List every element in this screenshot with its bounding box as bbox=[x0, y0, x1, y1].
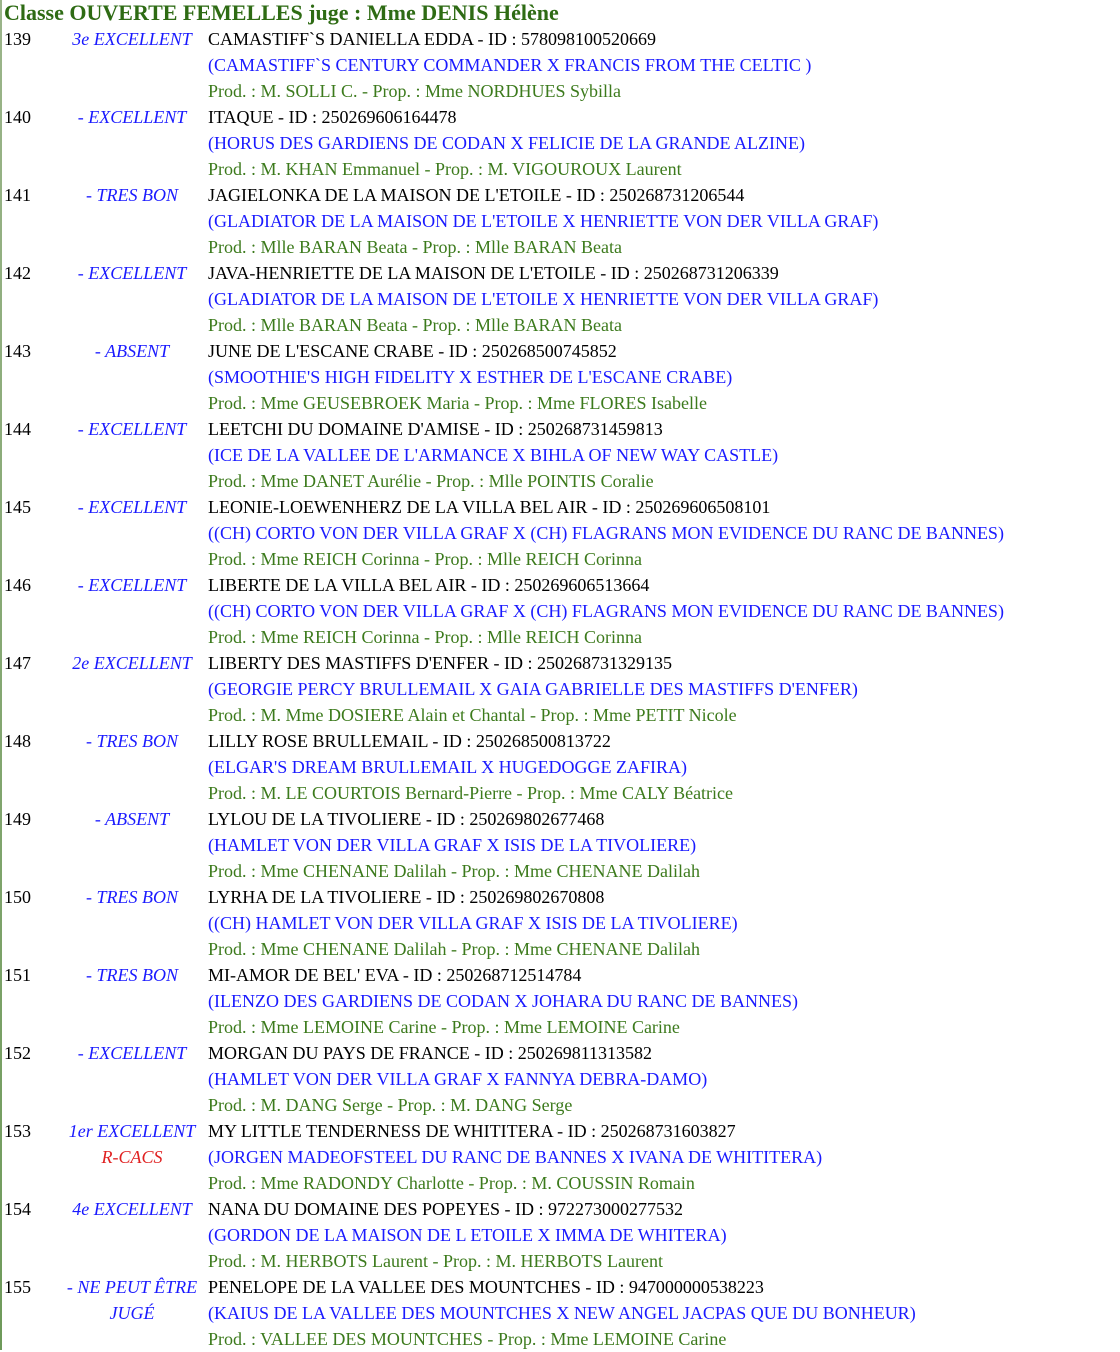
entry-parents: (HORUS DES GARDIENS DE CODAN X FELICIE DE LA GRANDE ALZINE) bbox=[208, 133, 805, 153]
entry-parents: (HAMLET VON DER VILLA GRAF X ISIS DE LA TIVOLIERE) bbox=[208, 835, 697, 855]
entry-grade: 4e EXCELLENT bbox=[72, 1199, 192, 1219]
entry-parents: (CAMASTIFF`S CENTURY COMMANDER X FRANCIS FROM THE CELTIC ) bbox=[208, 55, 812, 75]
entry-owners: Prod. : M. SOLLI C. - Prop. : Mme NORDHUES Sybilla bbox=[208, 81, 622, 101]
entry-owners: Prod. : M. DANG Serge - Prop. : M. DANG Serge bbox=[208, 1095, 573, 1115]
entry-name-id: LYRHA DE LA TIVOLIERE - ID : 250269802670808 bbox=[208, 887, 605, 907]
entry-number: 146 bbox=[4, 575, 31, 595]
entry-name-id: MY LITTLE TENDERNESS DE WHITITERA - ID : 250268731603827 bbox=[208, 1121, 736, 1141]
entry-parents: ((CH) CORTO VON DER VILLA GRAF X (CH) FLAGRANS MON EVIDENCE DU RANC DE BANNES) bbox=[208, 601, 1004, 621]
entry-grade: - TRES BON bbox=[86, 185, 178, 205]
entry-block bbox=[0, 260, 1120, 338]
entry-parents: (GLADIATOR DE LA MAISON DE L'ETOILE X HENRIETTE VON DER VILLA GRAF) bbox=[208, 211, 879, 231]
entry-grade: - ABSENT bbox=[94, 809, 170, 829]
entry-owners: Prod. : VALLEE DES MOUNTCHES - Prop. : Mme LEMOINE Carine bbox=[208, 1329, 727, 1349]
entry-grade: - TRES BON bbox=[86, 965, 178, 985]
entry-grade: - EXCELLENT bbox=[77, 419, 187, 439]
entry-number: 148 bbox=[4, 731, 31, 751]
entry-parents: (SMOOTHIE'S HIGH FIDELITY X ESTHER DE L'ESCANE CRABE) bbox=[208, 367, 733, 387]
entry-grade: - EXCELLENT bbox=[77, 107, 187, 127]
entry-grade: - ABSENT bbox=[94, 341, 170, 361]
entry-block bbox=[0, 806, 1120, 884]
entry-owners: Prod. : Mme CHENANE Dalilah - Prop. : Mme CHENANE Dalilah bbox=[208, 939, 700, 959]
entry-name-id: LIBERTY DES MASTIFFS D'ENFER - ID : 250268731329135 bbox=[208, 653, 673, 673]
entry-block bbox=[0, 728, 1120, 806]
entry-number: 144 bbox=[4, 419, 31, 439]
entry-name-id: JAGIELONKA DE LA MAISON DE L'ETOILE - ID : 250268731206544 bbox=[208, 185, 745, 205]
entry-grade-extra: JUGÉ bbox=[109, 1303, 155, 1323]
entry-number: 150 bbox=[4, 887, 31, 907]
entry-parents: (JORGEN MADEOFSTEEL DU RANC DE BANNES X IVANA DE WHITITERA) bbox=[208, 1147, 823, 1167]
entry-grade: - NE PEUT ÊTRE bbox=[66, 1277, 198, 1297]
entry-owners: Prod. : Mme DANET Aurélie - Prop. : Mlle POINTIS Coralie bbox=[208, 471, 654, 491]
entry-number: 154 bbox=[4, 1199, 31, 1219]
entry-grade: - EXCELLENT bbox=[77, 497, 187, 517]
entry-number: 153 bbox=[4, 1121, 31, 1141]
entry-name-id: JAVA-HENRIETTE DE LA MAISON DE L'ETOILE - ID : 250268731206339 bbox=[208, 263, 779, 283]
entry-parents: (GEORGIE PERCY BRULLEMAIL X GAIA GABRIELLE DES MASTIFFS D'ENFER) bbox=[208, 679, 858, 699]
entry-block bbox=[0, 338, 1120, 416]
entry-name-id: ITAQUE - ID : 250269606164478 bbox=[208, 107, 457, 127]
entry-block bbox=[0, 1118, 1120, 1196]
entry-name-id: PENELOPE DE LA VALLEE DES MOUNTCHES - ID : 947000000538223 bbox=[208, 1277, 764, 1297]
entry-number: 142 bbox=[4, 263, 31, 283]
entry-owners: Prod. : Mme GEUSEBROEK Maria - Prop. : Mme FLORES Isabelle bbox=[208, 393, 707, 413]
entry-owners: Prod. : Mlle BARAN Beata - Prop. : Mlle BARAN Beata bbox=[208, 315, 622, 335]
entry-block bbox=[0, 1274, 1120, 1352]
entry-parents: ((CH) CORTO VON DER VILLA GRAF X (CH) FLAGRANS MON EVIDENCE DU RANC DE BANNES) bbox=[208, 523, 1004, 543]
entry-number: 141 bbox=[4, 185, 31, 205]
entry-parents: (ICE DE LA VALLEE DE L'ARMANCE X BIHLA OF NEW WAY CASTLE) bbox=[208, 445, 779, 465]
entry-grade: 2e EXCELLENT bbox=[72, 653, 192, 673]
entry-number: 139 bbox=[4, 29, 31, 49]
entry-parents: (GORDON DE LA MAISON DE L ETOILE X IMMA DE WHITERA) bbox=[208, 1225, 727, 1245]
entry-number: 149 bbox=[4, 809, 31, 829]
entry-parents: (ILENZO DES GARDIENS DE CODAN X JOHARA DU RANC DE BANNES) bbox=[208, 991, 798, 1011]
entry-block bbox=[0, 1040, 1120, 1118]
entry-name-id: CAMASTIFF`S DANIELLA EDDA - ID : 578098100520669 bbox=[208, 29, 657, 49]
entry-block bbox=[0, 1196, 1120, 1274]
entry-grade: - TRES BON bbox=[86, 731, 178, 751]
entry-name-id: MI-AMOR DE BEL' EVA - ID : 250268712514784 bbox=[208, 965, 582, 985]
entry-block bbox=[0, 494, 1120, 572]
entry-name-id: MORGAN DU PAYS DE FRANCE - ID : 250269811313582 bbox=[208, 1043, 653, 1063]
entry-grade: - EXCELLENT bbox=[77, 1043, 187, 1063]
entry-parents: (KAIUS DE LA VALLEE DES MOUNTCHES X NEW ANGEL JACPAS QUE DU BONHEUR) bbox=[208, 1303, 916, 1323]
entry-block bbox=[0, 962, 1120, 1040]
entry-name-id: LEONIE-LOEWENHERZ DE LA VILLA BEL AIR - ID : 250269606508101 bbox=[208, 497, 771, 517]
entry-block bbox=[0, 182, 1120, 260]
entry-owners: Prod. : Mme REICH Corinna - Prop. : Mlle REICH Corinna bbox=[208, 549, 642, 569]
entry-number: 155 bbox=[4, 1277, 31, 1297]
entry-owners: Prod. : M. HERBOTS Laurent - Prop. : M. HERBOTS Laurent bbox=[208, 1251, 663, 1271]
entry-grade: - TRES BON bbox=[86, 887, 178, 907]
entry-block bbox=[0, 650, 1120, 728]
entry-parents: ((CH) HAMLET VON DER VILLA GRAF X ISIS DE LA TIVOLIERE) bbox=[208, 913, 738, 933]
entry-owners: Prod. : Mme REICH Corinna - Prop. : Mlle REICH Corinna bbox=[208, 627, 642, 647]
entry-block bbox=[0, 104, 1120, 182]
class-title: Classe OUVERTE FEMELLES juge : Mme DENIS Hélène bbox=[4, 0, 559, 25]
entry-name-id: LYLOU DE LA TIVOLIERE - ID : 250269802677468 bbox=[208, 809, 605, 829]
entry-owners: Prod. : Mme RADONDY Charlotte - Prop. : M. COUSSIN Romain bbox=[208, 1173, 695, 1193]
entry-block bbox=[0, 416, 1120, 494]
entry-name-id: LEETCHI DU DOMAINE D'AMISE - ID : 250268731459813 bbox=[208, 419, 663, 439]
entry-parents: (HAMLET VON DER VILLA GRAF X FANNYA DEBRA-DAMO) bbox=[208, 1069, 708, 1089]
entry-name-id: JUNE DE L'ESCANE CRABE - ID : 250268500745852 bbox=[208, 341, 617, 361]
entry-owners: Prod. : Mme LEMOINE Carine - Prop. : Mme LEMOINE Carine bbox=[208, 1017, 680, 1037]
entry-name-id: LIBERTE DE LA VILLA BEL AIR - ID : 250269606513664 bbox=[208, 575, 650, 595]
entry-name-id: NANA DU DOMAINE DES POPEYES - ID : 972273000277532 bbox=[208, 1199, 684, 1219]
entry-owners: Prod. : M. LE COURTOIS Bernard-Pierre - Prop. : Mme CALY Béatrice bbox=[208, 783, 734, 803]
entry-block bbox=[0, 26, 1120, 104]
entry-grade: - EXCELLENT bbox=[77, 263, 187, 283]
entry-parents: (ELGAR'S DREAM BRULLEMAIL X HUGEDOGGE ZAFIRA) bbox=[208, 757, 688, 777]
entry-owners: Prod. : Mlle BARAN Beata - Prop. : Mlle BARAN Beata bbox=[208, 237, 622, 257]
entry-number: 151 bbox=[4, 965, 31, 985]
entry-block bbox=[0, 572, 1120, 650]
entry-name-id: LILLY ROSE BRULLEMAIL - ID : 250268500813722 bbox=[208, 731, 611, 751]
entry-block bbox=[0, 884, 1120, 962]
entry-number: 143 bbox=[4, 341, 31, 361]
entry-grade: - EXCELLENT bbox=[77, 575, 187, 595]
entry-grade: 3e EXCELLENT bbox=[72, 29, 192, 49]
entry-number: 140 bbox=[4, 107, 31, 127]
entry-owners: Prod. : M. KHAN Emmanuel - Prop. : M. VIGOUROUX Laurent bbox=[208, 159, 682, 179]
entry-number: 147 bbox=[4, 653, 31, 673]
entry-number: 145 bbox=[4, 497, 31, 517]
entry-parents: (GLADIATOR DE LA MAISON DE L'ETOILE X HENRIETTE VON DER VILLA GRAF) bbox=[208, 289, 879, 309]
entry-owners: Prod. : M. Mme DOSIERE Alain et Chantal - Prop. : Mme PETIT Nicole bbox=[208, 705, 737, 725]
entry-number: 152 bbox=[4, 1043, 31, 1063]
entry-owners: Prod. : Mme CHENANE Dalilah - Prop. : Mme CHENANE Dalilah bbox=[208, 861, 700, 881]
entry-grade: 1er EXCELLENT bbox=[68, 1121, 196, 1141]
entry-grade-extra: R-CACS bbox=[101, 1147, 163, 1167]
